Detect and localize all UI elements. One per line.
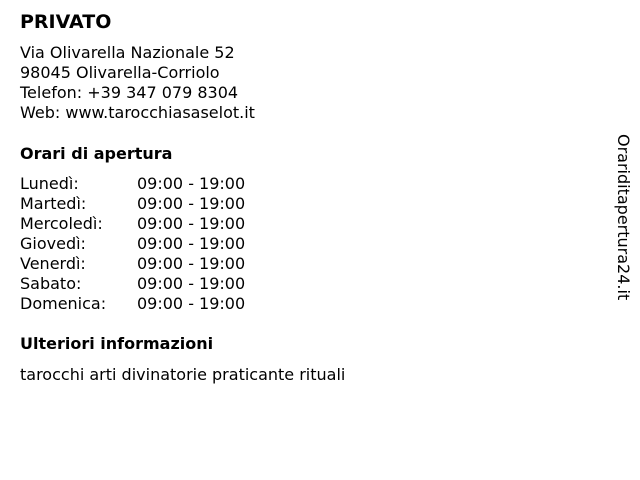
address-block: [20, 43, 255, 123]
more-info-text: tarocchi arti divinatorie praticante rituali: [20, 365, 346, 384]
hours-value: 09:00 - 19:00: [137, 274, 246, 293]
page-title: PRIVATO: [20, 11, 112, 33]
hours-value: 09:00 - 19:00: [137, 174, 246, 193]
day-label: Sabato:: [20, 274, 82, 293]
opening-hours-heading: Orari di apertura: [20, 144, 173, 163]
day-label: Lunedì:: [20, 174, 79, 193]
hours-row-monday: [20, 174, 245, 194]
phone-line: Telefon: +39 347 079 8304: [20, 83, 239, 102]
hours-value: 09:00 - 19:00: [137, 194, 246, 213]
day-label: Venerdì:: [20, 254, 86, 273]
address-city: 98045 Olivarella-Corriolo: [20, 63, 220, 82]
hours-value: 09:00 - 19:00: [137, 254, 246, 273]
hours-row-sunday: [20, 294, 245, 314]
hours-value: 09:00 - 19:00: [137, 294, 246, 313]
opening-hours-table: [20, 174, 245, 314]
hours-row-thursday: [20, 234, 245, 254]
address-street: Via Olivarella Nazionale 52: [20, 43, 235, 62]
day-label: Giovedì:: [20, 234, 86, 253]
hours-value: 09:00 - 19:00: [137, 234, 246, 253]
more-info-heading: Ulteriori informazioni: [20, 334, 214, 353]
site-watermark: Orariditapertura24.it: [614, 134, 633, 301]
day-label: Martedì:: [20, 194, 87, 213]
day-label: Domenica:: [20, 294, 107, 313]
web-line: Web: www.tarocchiasaselot.it: [20, 103, 255, 122]
hours-row-wednesday: [20, 214, 245, 234]
hours-row-saturday: [20, 274, 245, 294]
hours-value: 09:00 - 19:00: [137, 214, 246, 233]
hours-row-tuesday: [20, 194, 245, 214]
day-label: Mercoledì:: [20, 214, 103, 233]
hours-row-friday: [20, 254, 245, 274]
